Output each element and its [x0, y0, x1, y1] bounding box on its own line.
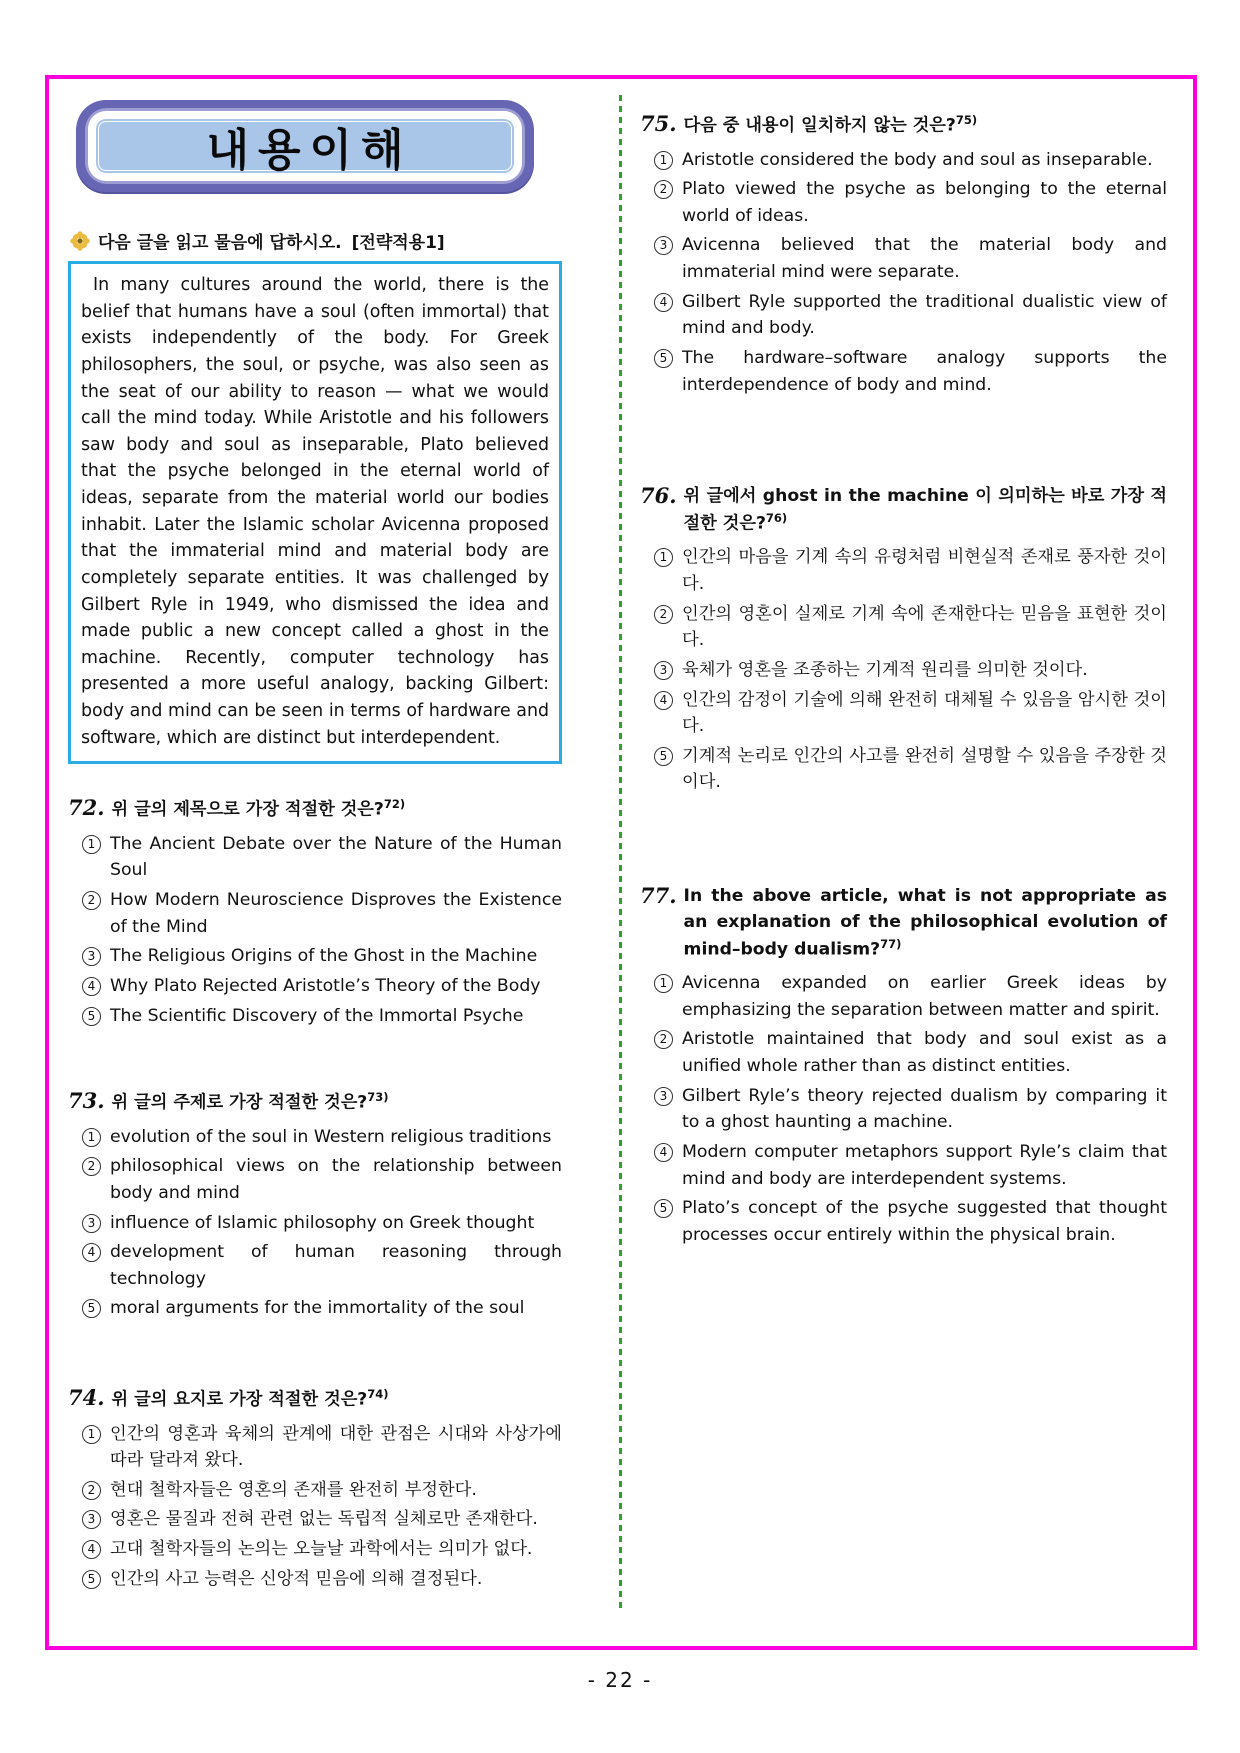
column-divider — [619, 95, 622, 1610]
option-text: 현대 철학자들은 영혼의 존재를 완전히 부정한다. — [110, 1479, 477, 1500]
option-marker: 5 — [654, 747, 673, 766]
question-number: 74. — [68, 1385, 105, 1411]
option — [654, 232, 1167, 285]
option-text: Aristotle maintained that body and soul exist as a unified whole rather than as distinct entities. — [682, 1029, 1167, 1077]
option — [82, 1239, 562, 1292]
option-text: 기계적 논리로 인간의 사고를 완전히 설명할 수 있음을 주장한 것이다. — [682, 745, 1167, 793]
question-number: 76. — [640, 483, 677, 509]
option-text: development of human reasoning through technology — [110, 1242, 562, 1289]
option-text: Modern computer metaphors support Ryle’s claim that mind and body are interdependent systems. — [682, 1141, 1167, 1189]
question-header: 위 글의 요지로 가장 적절한 것은?$^{74)}$ — [111, 1387, 389, 1410]
option-text: The Religious Origins of the Ghost in the Machine — [110, 946, 538, 967]
option-marker: 5 — [654, 349, 673, 368]
option — [654, 1195, 1167, 1248]
option-marker: 4 — [654, 1143, 673, 1162]
option-text: How Modern Neuroscience Disproves the Existence of the Mind — [110, 890, 562, 937]
option — [654, 147, 1167, 174]
option-marker: 2 — [82, 1157, 101, 1176]
option-text: 고대 철학자들의 논의는 오늘날 과학에서는 의미가 없다. — [110, 1539, 533, 1560]
question-number: 77. — [640, 883, 677, 909]
option-text: Avicenna believed that the material body and immaterial mind were separate. — [682, 235, 1167, 283]
option — [654, 743, 1167, 796]
option — [654, 544, 1167, 597]
option-text: Aristotle considered the body and soul as inseparable. — [682, 149, 1153, 170]
question-76 — [640, 484, 1167, 796]
option-marker: 1 — [82, 1128, 101, 1147]
option-marker: 3 — [82, 1510, 101, 1529]
flower-icon — [70, 231, 90, 251]
option-text: Avicenna expanded on earlier Greek ideas by emphasizing the separation between matter and spirit. — [682, 973, 1167, 1020]
instruction-tag: [전략적용1] — [351, 233, 445, 253]
option — [82, 1124, 562, 1151]
option-marker: 3 — [654, 1087, 673, 1106]
footnote-mark: 74) — [367, 1387, 389, 1402]
option — [82, 1536, 562, 1563]
option — [82, 831, 562, 884]
right-column — [640, 112, 1167, 1251]
option — [654, 1026, 1167, 1079]
option-text: 인간의 감정이 기술에 의해 완전히 대체될 수 있음을 암시한 것이다. — [682, 689, 1167, 737]
option — [82, 1153, 562, 1206]
option-marker: 5 — [82, 1007, 101, 1026]
option-marker: 5 — [654, 1199, 673, 1218]
question-77 — [640, 884, 1167, 1248]
instruction — [70, 228, 562, 253]
question-header: In the above article, what is not appropriate as an explanation of the philosophical evolution of mind–body dualism?$^{77)}$ — [683, 886, 1167, 960]
option-marker: 2 — [654, 180, 673, 199]
option-marker: 1 — [654, 548, 673, 567]
left-column — [68, 100, 562, 1595]
option-text: The Scientific Discovery of the Immortal Psyche — [110, 1005, 524, 1026]
option — [654, 176, 1167, 229]
question-number: 72. — [68, 795, 105, 821]
option — [82, 1421, 562, 1474]
option-marker: 2 — [82, 1481, 101, 1500]
option-marker: 2 — [82, 891, 101, 910]
instruction-text: 다음 글을 읽고 물음에 답하시오. — [98, 233, 342, 253]
option — [654, 687, 1167, 740]
option — [82, 1506, 562, 1533]
option-text: Plato’s concept of the psyche suggested that thought processes occur entirely within the physical brain. — [682, 1198, 1167, 1245]
question-number: 73. — [68, 1088, 105, 1114]
question-header: 위 글의 주제로 가장 적절한 것은?$^{73)}$ — [111, 1090, 389, 1113]
option — [654, 289, 1167, 342]
option-text: 인간의 영혼이 실제로 기계 속에 존재한다는 믿음을 표현한 것이다. — [682, 603, 1167, 651]
option-marker: 3 — [654, 236, 673, 255]
option-marker: 4 — [82, 1540, 101, 1559]
passage-text: In many cultures around the world, there is the belief that humans have a soul (often immortal) that exists independently of the body. For Greek philosophers, the soul, or psyche, was also seen as the seat of our ability to reason — what we would call the mind today. While Aristotle and his followers saw body and soul as inseparable, Plato believed that the psyche belonged in the eternal world of ideas, separate from the material world our bodies inhabit. Later the Islamic scholar Avicenna proposed that the immaterial mind and material body are completely separate entities. It was challenged by Gilbert Ryle in 1949, who dismissed the idea and made public a new concept called a ghost in the machine. Recently, computer technology has presented a more useful analogy, backing Gilbert: body and mind can be seen in terms of hardware and software, which are distinct but interdependent. — [81, 275, 549, 748]
option-text: philosophical views on the relationship between body and mind — [110, 1156, 562, 1203]
option-marker: 4 — [654, 293, 673, 312]
option-text: Gilbert Ryle supported the traditional dualistic view of mind and body. — [682, 291, 1167, 339]
passage-box — [68, 261, 562, 764]
option-text: Gilbert Ryle’s theory rejected dualism by comparing it to a ghost haunting a machine. — [682, 1085, 1167, 1133]
question-73 — [68, 1089, 562, 1322]
footnote-mark: 72) — [383, 797, 406, 812]
option-marker: 3 — [82, 947, 101, 966]
question-header: 위 글에서 ghost in the machine 이 의미하는 바로 가장 적절한 것은?$^{76)}$ — [683, 486, 1167, 534]
option — [654, 970, 1167, 1023]
footnote-mark: 75) — [955, 113, 978, 127]
option-text: 인간의 사고 능력은 신앙적 믿음에 의해 결정된다. — [110, 1568, 483, 1589]
option-marker: 4 — [654, 691, 673, 710]
option-marker: 1 — [82, 1425, 101, 1444]
option-marker: 3 — [654, 661, 673, 680]
option — [82, 887, 562, 940]
footnote-mark: 77) — [880, 936, 902, 951]
option-marker: 5 — [82, 1570, 101, 1589]
option-marker: 4 — [82, 1243, 101, 1262]
option — [654, 657, 1167, 684]
question-header: 다음 중 내용이 일치하지 않는 것은?$^{75)}$ — [683, 113, 978, 136]
option-marker: 1 — [654, 151, 673, 170]
option — [82, 1210, 562, 1237]
option-marker: 5 — [82, 1299, 101, 1318]
question-header: 위 글의 제목으로 가장 적절한 것은?$^{72)}$ — [111, 797, 406, 820]
option-marker: 4 — [82, 977, 101, 996]
option-text: 영혼은 물질과 전혀 관련 없는 독립적 실체로만 존재한다. — [110, 1509, 538, 1530]
question-number: 75. — [640, 111, 677, 136]
option-text: evolution of the soul in Western religious traditions — [110, 1126, 552, 1147]
option-text: 인간의 영혼과 육체의 관계에 대한 관점은 시대와 사상가에 따라 달라져 왔다. — [110, 1423, 562, 1471]
option-marker: 2 — [654, 605, 673, 624]
option — [82, 1477, 562, 1504]
option-text: 인간의 마음을 기계 속의 유령처럼 비현실적 존재로 풍자한 것이다. — [682, 547, 1167, 595]
question-74 — [68, 1386, 562, 1592]
option-marker: 1 — [654, 974, 673, 993]
option — [654, 1139, 1167, 1192]
option-text: Plato viewed the psyche as belonging to the eternal world of ideas. — [682, 179, 1167, 226]
page-number: - 22 - — [587, 1668, 653, 1692]
option-marker: 2 — [654, 1030, 673, 1049]
option — [82, 943, 562, 970]
option — [654, 1083, 1167, 1136]
option-text: Why Plato Rejected Aristotle’s Theory of the Body — [110, 975, 541, 996]
question-75 — [640, 112, 1167, 398]
option — [82, 1003, 562, 1030]
footnote-mark: 76) — [765, 510, 788, 525]
title-banner — [76, 100, 534, 192]
option — [654, 345, 1167, 398]
option — [82, 973, 562, 1000]
option-marker: 1 — [82, 835, 101, 854]
option-text: The hardware–software analogy supports the interdependence of body and mind. — [682, 347, 1167, 395]
option-text: influence of Islamic philosophy on Greek thought — [110, 1212, 535, 1233]
option-marker: 3 — [82, 1214, 101, 1233]
option-text: moral arguments for the immortality of the soul — [110, 1298, 525, 1319]
question-72 — [68, 796, 562, 1029]
option-text: The Ancient Debate over the Nature of the Human Soul — [110, 833, 562, 881]
page-title: 내용이해 — [206, 125, 413, 176]
option-text: 육체가 영혼을 조종하는 기계적 원리를 의미한 것이다. — [682, 659, 1088, 680]
option — [82, 1566, 562, 1593]
option — [82, 1295, 562, 1322]
option — [654, 601, 1167, 654]
footnote-mark: 73) — [367, 1090, 389, 1105]
